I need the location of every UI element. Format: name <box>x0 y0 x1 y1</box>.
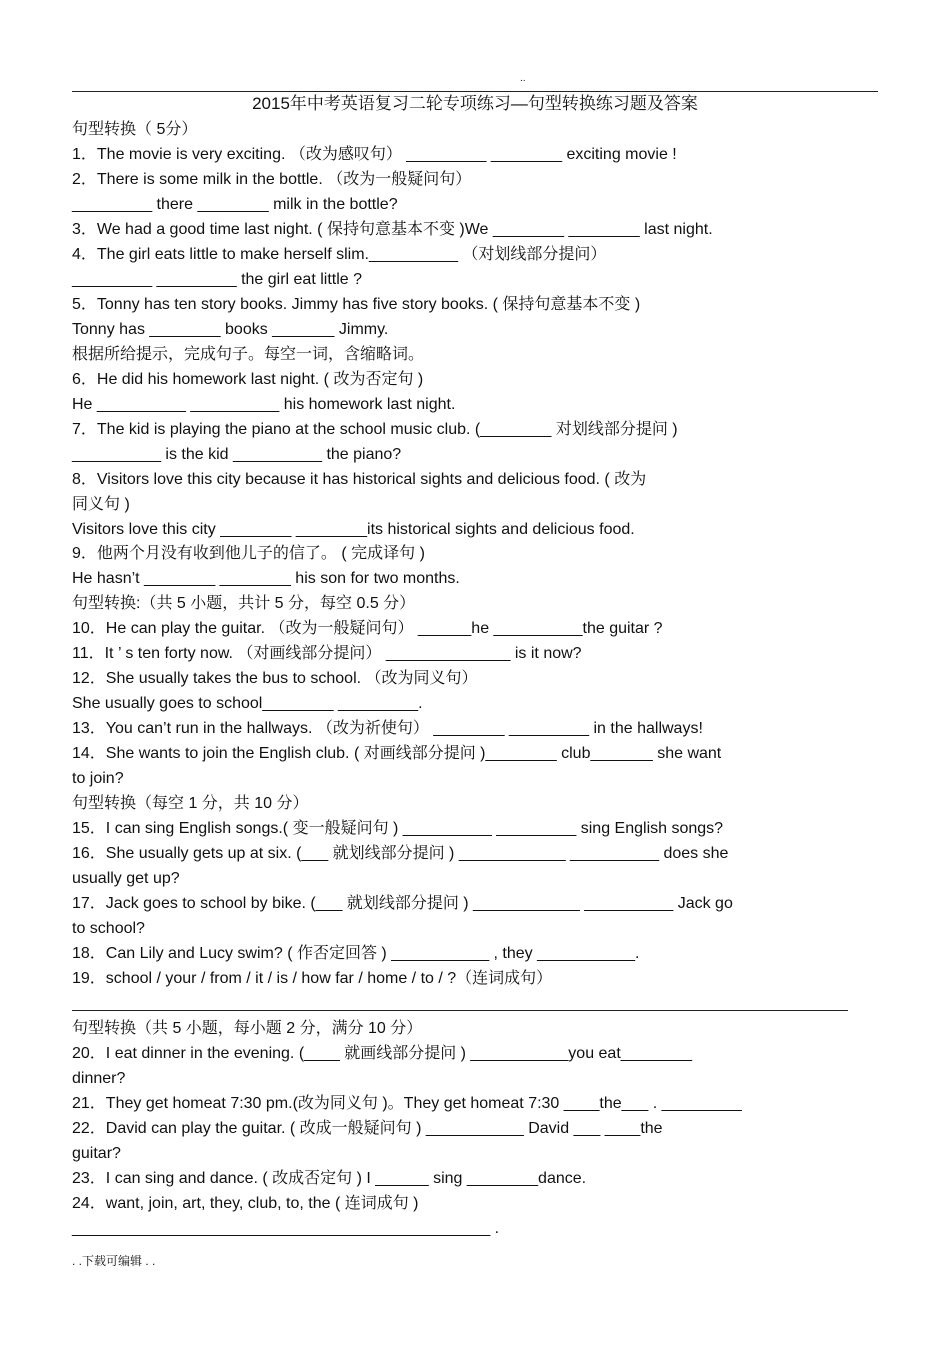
footer-note: . .下载可编辑 . . <box>72 1254 156 1268</box>
section-heading: 句型转换（每空 1 分，共 10 分） <box>72 795 309 812</box>
answer-line: She usually goes to school________ _________. <box>72 695 423 712</box>
answer-line: Visitors love this city ________ ________its historical sights and delicious food. <box>72 521 635 538</box>
question-line: 1．The movie is very exciting. （改为感叹句） _________ ________ exciting movie ! <box>72 146 677 163</box>
page-title: 2015年中考英语复习二轮专项练习—句型转换练习题及答案 <box>252 94 698 113</box>
question-line: 5．Tonny has ten story books. Jimmy has five story books. ( 保持句意基本不变 ) <box>72 296 641 313</box>
section-heading: 句型转换（ 5分） <box>72 121 198 138</box>
instruction-line: 根据所给提示，完成句子。每空一词，含缩略词。 <box>72 346 425 363</box>
answer-line: Tonny has ________ books _______ Jimmy. <box>72 321 389 338</box>
question-line: 14．She wants to join the English club. ( 对画线部分提问 )________ club_______ she want <box>72 745 722 762</box>
question-line: 21．They get homeat 7:30 pm.(改为同义句 )。They get homeat 7:30 ____the___ . _________ <box>72 1095 742 1112</box>
question-line: 2．There is some milk in the bottle. （改为一般疑问句） <box>72 171 472 188</box>
question-line: 7．The kid is playing the piano at the school music club. (________ 对划线部分提问 ) <box>72 421 678 438</box>
answer-line: __________ is the kid __________ the piano? <box>72 446 402 463</box>
question-line: 20．I eat dinner in the evening. (____ 就画线部分提问 ) ___________you eat________ <box>72 1045 692 1062</box>
question-line: 15．I can sing English songs.( 变一般疑问句 ) __________ _________ sing English songs? <box>72 820 724 837</box>
question-line: 17．Jack goes to school by bike. (___ 就划线部分提问 ) ____________ __________ Jack go <box>72 895 733 912</box>
question-line: 16．She usually gets up at six. (___ 就划线部分提问 ) ____________ __________ does she <box>72 845 729 862</box>
question-line: 同义句 ) <box>72 496 130 513</box>
section-heading: 句型转换:（共 5 小题，共计 5 分，每空 0.5 分） <box>72 595 416 612</box>
answer-rule <box>72 1010 848 1011</box>
header-mark: .. <box>520 73 526 84</box>
answer-line: _________ there ________ milk in the bottle? <box>72 196 398 213</box>
question-line: 19．school / your / from / it / is / how far / home / to / ?（连词成句） <box>72 970 553 987</box>
question-line: 24．want, join, art, they, club, to, the ( 连词成句 ) <box>72 1195 419 1212</box>
header-rule <box>72 91 878 92</box>
question-line: guitar? <box>72 1145 121 1162</box>
question-line: 8．Visitors love this city because it has historical sights and delicious food. ( 改为 <box>72 471 647 488</box>
question-line: to school? <box>72 920 145 937</box>
question-line: 12．She usually takes the bus to school. （改为同义句） <box>72 670 478 687</box>
section-heading: 句型转换（共 5 小题，每小题 2 分，满分 10 分） <box>72 1020 423 1037</box>
answer-line: He hasn’t ________ ________ his son for two months. <box>72 570 460 587</box>
question-line: 11．It ’ s ten forty now. （对画线部分提问） ______________ is it now? <box>72 645 582 662</box>
question-line: 4．The girl eats little to make herself slim.__________ （对划线部分提问） <box>72 246 607 263</box>
question-line: 3．We had a good time last night. ( 保持句意基本不变 )We ________ ________ last night. <box>72 221 713 238</box>
question-line: usually get up? <box>72 870 180 887</box>
question-line: to join? <box>72 770 124 787</box>
question-line: 23．I can sing and dance. ( 改成否定句 ) I ______ sing ________dance. <box>72 1170 587 1187</box>
question-line: 6．He did his homework last night. ( 改为否定句 ) <box>72 371 424 388</box>
question-line: 13．You can’t run in the hallways. （改为祈使句） ________ _________ in the hallways! <box>72 720 703 737</box>
question-line: 10．He can play the guitar. （改为一般疑问句） ______he __________the guitar ? <box>72 620 663 637</box>
answer-line: _________ _________ the girl eat little ? <box>72 271 363 288</box>
answer-line: He __________ __________ his homework last night. <box>72 396 456 413</box>
question-line: 18．Can Lily and Lucy swim? ( 作否定回答 ) ___________ , they ___________. <box>72 945 640 962</box>
answer-line: _______________________________________________ . <box>72 1220 500 1237</box>
question-line: 9．他两个月没有收到他儿子的信了。 ( 完成译句 ) <box>72 545 425 562</box>
question-line: dinner? <box>72 1070 126 1087</box>
question-line: 22．David can play the guitar. ( 改成一般疑问句 ) ___________ David ___ ____the <box>72 1120 663 1137</box>
